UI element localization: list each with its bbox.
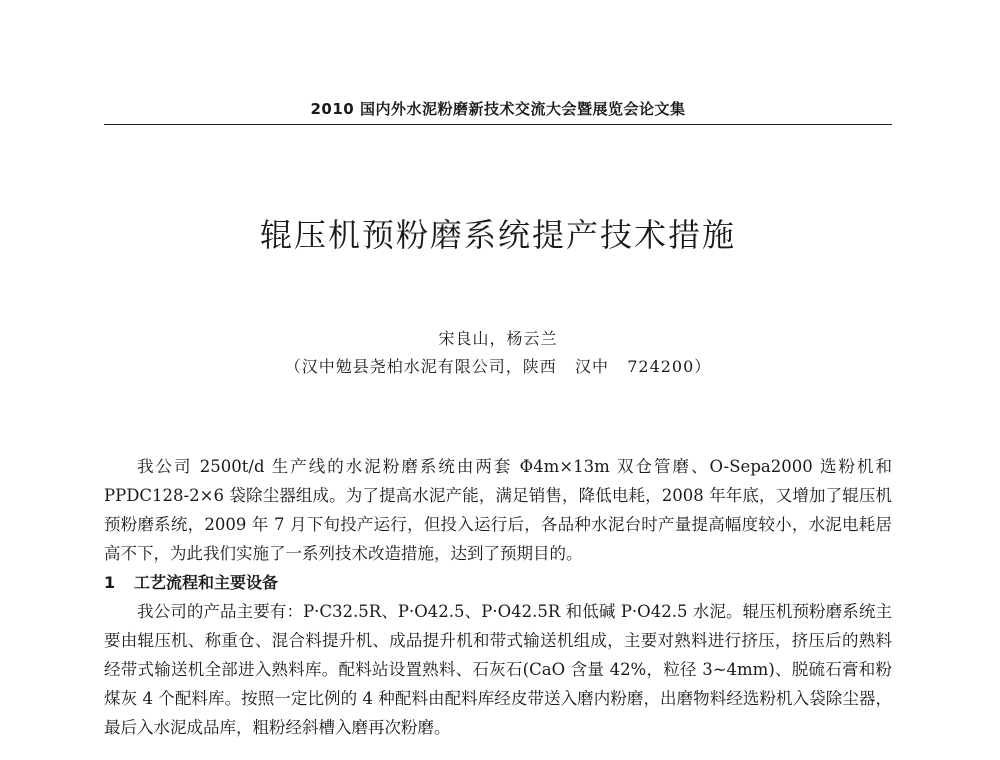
affiliation: （汉中勉县尧柏水泥有限公司，陕西 汉中 724200）	[284, 357, 712, 376]
section-1-heading	[104, 568, 892, 597]
running-header: 2010 国内外水泥粉磨新技术交流大会暨展览会论文集	[310, 100, 686, 118]
authors: 宋良山，杨云兰	[438, 329, 558, 348]
section-1-title: 工艺流程和主要设备	[134, 573, 279, 592]
section-1-number: 1	[104, 573, 116, 592]
intro-paragraph: 我公司 2500t/d 生产线的水泥粉磨系统由两套 Φ4m×13m 双仓管磨、O-Sepa2000 选粉机和 PPDC128-2×6 袋除尘器组成。为了提高水泥产能，满足销售，降低电耗，2008 年年底，又增加了辊压机预粉磨系统，2009 年 7 月下旬投产运行，但投入运行后，各品种水泥台时产量提高幅度较小，水泥电耗居高不下，为此我们实施了一系列技术改造措施，达到了预期目的。	[104, 457, 892, 563]
body-text	[104, 452, 892, 742]
paper-title: 辊压机预粉磨系统提产技术措施	[259, 216, 736, 254]
header-rule	[104, 124, 892, 125]
section-1-paragraph: 我公司的产品主要有：P·C32.5R、P·O42.5、P·O42.5R 和低碱 P·O42.5 水泥。辊压机预粉磨系统主要由辊压机、称重仓、混合料提升机、成品提升机和带式输送机组成，主要对熟料进行挤压，挤压后的熟料经带式输送机全部进入熟料库。配料站设置熟料、石灰石(CaO 含量 42%，粒径 3~4mm)、脱硫石膏和粉煤灰 4 个配料库。按照一定比例的 4 种配料由配料库经皮带送入磨内粉磨，出磨物料经选粉机入袋除尘器，最后入水泥成品库，粗粉经斜槽入磨再次粉磨。	[104, 602, 892, 737]
